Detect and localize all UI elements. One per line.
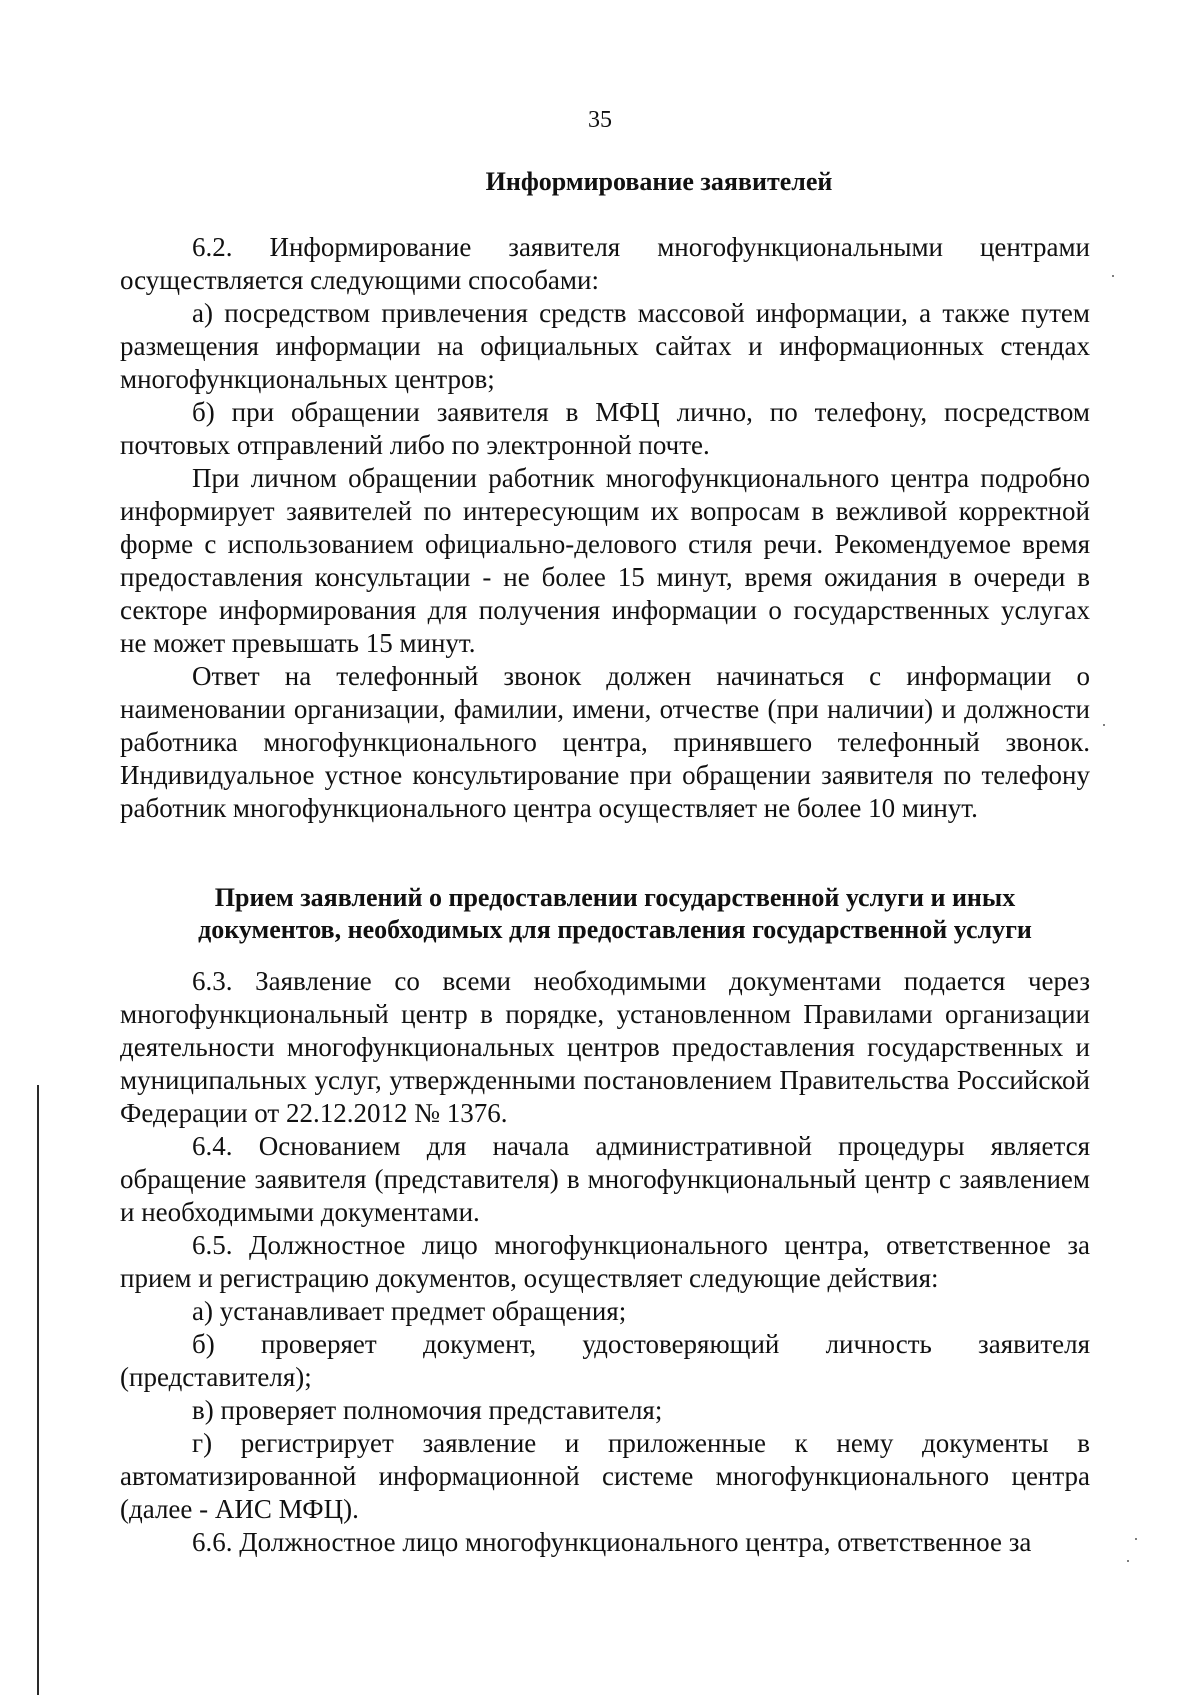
paragraph-6-3: 6.3. Заявление со всеми необходимыми документами подается через многофункциональный центр в порядке, установленном Правилами организации деятельности многофункциональных центров предоставления государственных и муниципальных услуг, утвержденными постановлением Правительства Российской Федерации от 22.12.2012 № 1376. [120, 966, 1090, 1128]
paragraph-6-4: 6.4. Основанием для начала административной процедуры является обращение заявителя (представителя) в многофункциональный центр с заявлением и необходимыми документами. [120, 1131, 1090, 1227]
section-body-applications [120, 965, 1090, 1559]
paragraph-6-5-v: в) проверяет полномочия представителя; [192, 1395, 663, 1425]
scan-edge-line [37, 1085, 39, 1695]
heading-line-1: Прием заявлений о предоставлении государственной услуги и иных [214, 883, 1016, 912]
paragraph-6-5-b: б) проверяет документ, удостоверяющий личность заявителя (представителя); [120, 1329, 1090, 1392]
paragraph-6-5-a: а) устанавливает предмет обращения; [192, 1296, 627, 1326]
scan-speck [1127, 1560, 1129, 1562]
paragraph-6-5-g: г) регистрирует заявление и приложенные к нему документы в автоматизированной информационной системе многофункционального центра (далее - АИС МФЦ). [120, 1428, 1090, 1524]
section-heading-informing: Информирование заявителей [485, 167, 833, 196]
paragraph-phone-call: Ответ на телефонный звонок должен начинаться с информации о наименовании организации, фамилии, имени, отчестве (при наличии) и должности работника многофункционального центра, принявшего телефонный звонок. Индивидуальное устное консультирование при обращении заявителя по телефону работник многофункционального центра осуществляет не более 10 минут. [120, 661, 1090, 823]
paragraph-item-a: а) посредством привлечения средств массовой информации, а также путем размещения информации на официальных сайтах и информационных стендах многофункциональных центров; [120, 298, 1090, 394]
page-number: 35 [588, 107, 612, 133]
section-heading-applications [150, 882, 1080, 946]
scan-speck [1112, 275, 1114, 277]
heading-line-2: документов, необходимых для предоставления государственной услуги [198, 915, 1032, 944]
paragraph-6-2: 6.2. Информирование заявителя многофункциональными центрами осуществляется следующими способами: [120, 232, 1090, 295]
scan-speck [1103, 724, 1105, 726]
paragraph-6-6: 6.6. Должностное лицо многофункционального центра, ответственное за [192, 1527, 1032, 1557]
paragraph-item-b: б) при обращении заявителя в МФЦ лично, по телефону, посредством почтовых отправлений либо по электронной почте. [120, 397, 1090, 460]
paragraph-personal-visit: При личном обращении работник многофункционального центра подробно информирует заявителей по интересующим их вопросам в вежливой корректной форме с использованием официально-делового стиля речи. Рекомендуемое время предоставления консультации - не более 15 минут, время ожидания в очереди в секторе информирования для получения информации о государственных услугах не может превышать 15 минут. [120, 463, 1090, 658]
scan-speck [1135, 1538, 1137, 1540]
section-body-informing [120, 231, 1090, 825]
paragraph-6-5: 6.5. Должностное лицо многофункционального центра, ответственное за прием и регистрацию документов, осуществляет следующие действия: [120, 1230, 1090, 1293]
